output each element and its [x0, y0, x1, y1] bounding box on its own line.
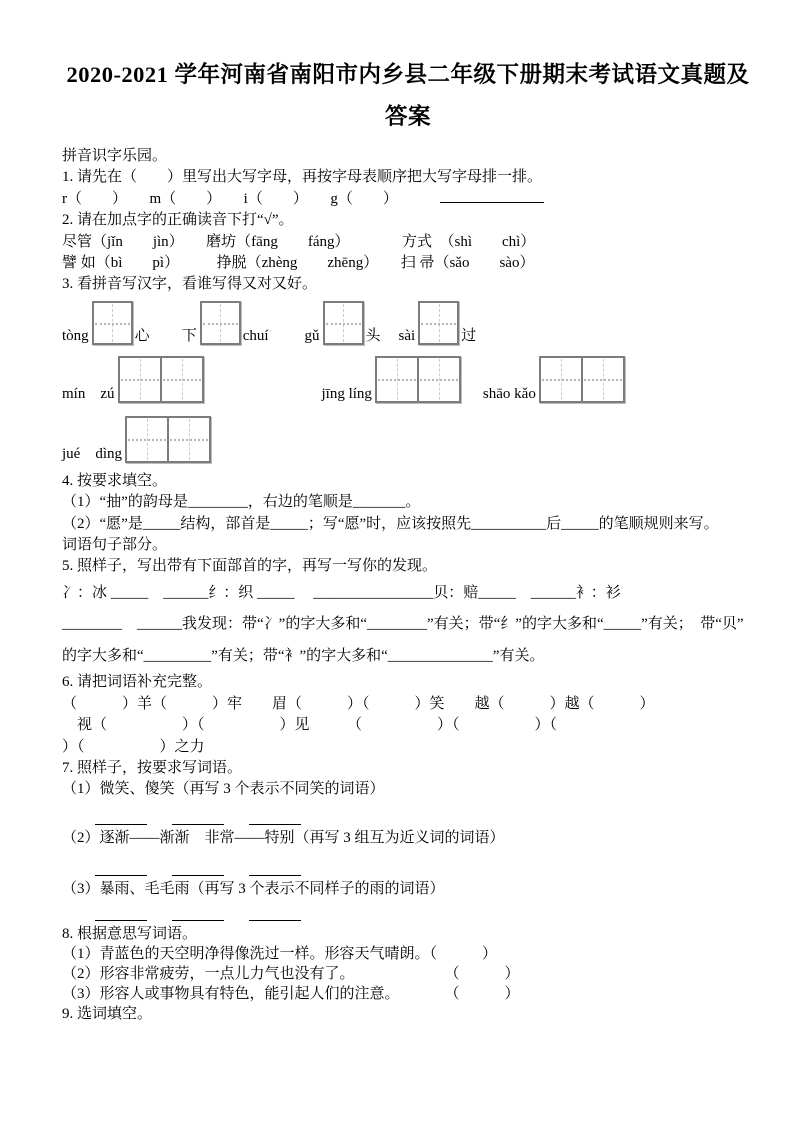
exam-title [62, 54, 754, 138]
pinyin-label: shāo kǎo [482, 385, 536, 402]
writing-grid-box [418, 301, 459, 345]
q8-item-1: （1）青蓝色的天空明净得像洗过一样。形容天气晴朗。（ ） [62, 945, 498, 962]
q7-answer-blanks-1 [95, 811, 754, 826]
q3-stem: 3. 看拼音写汉字，看谁写得又对又好。 [62, 276, 318, 293]
q8-stem: 8. 根据意思写词语。 [62, 925, 198, 942]
answer-blank-line [95, 862, 147, 876]
answer-blank-line [249, 811, 301, 825]
q7-stem: 7. 照样子，按要求写词语。 [62, 760, 243, 776]
q3-word-group [62, 356, 204, 403]
pinyin-label: tòng [62, 327, 89, 344]
q1-stem: 1. 请先在（ ）里写出大写字母，再按字母表顺序把大写字母排一排。 [62, 169, 543, 186]
answer-blank-line [172, 907, 224, 921]
q3-writing-row-2 [62, 356, 754, 403]
q4-stem: 4. 按要求填空。 [62, 472, 168, 489]
q3-writing-row-1 [62, 301, 754, 345]
q7-item-3: （3）暴雨、毛毛雨（再写 3 个表示不同样子的雨的词语） [62, 881, 445, 898]
pinyin-label: jīng líng [321, 385, 372, 402]
answer-blank-line [95, 907, 147, 921]
q5-radical-line-1: 冫：冰 _____ ______纟：织 _____ ________________贝：赔_____ ______衤：衫 [62, 584, 621, 601]
q7-item-1: （1）微笑、傻笑（再写 3 个表示不同笑的词语） [62, 781, 385, 798]
character-label: 心 [134, 327, 150, 344]
q3-word-group [322, 356, 461, 403]
character-label: 下 [181, 327, 197, 344]
writing-grid-box [92, 301, 133, 345]
q3-word-group [62, 301, 150, 345]
answer-blank-line [249, 862, 301, 876]
section-heading-pinyin: 拼音识字乐园。 [62, 148, 168, 164]
pinyin-label: sài [398, 327, 416, 344]
pinyin-label: chuí [242, 327, 269, 344]
pinyin-label: jué dìng [62, 445, 122, 462]
q3-word-group [305, 301, 381, 345]
q3-word-group [399, 301, 477, 345]
writing-grid-double-box [118, 356, 204, 403]
answer-blank-line [172, 811, 224, 825]
writing-grid-double-box [125, 416, 211, 463]
section-heading-words-sentences: 词语句子部分。 [62, 537, 168, 554]
q1-answer-blank-line [440, 189, 544, 203]
answer-blank-line [172, 862, 224, 876]
exam-title-line-2: 答案 [384, 104, 431, 129]
q6-line-3: ）（ ）之力 [62, 738, 205, 755]
q5-stem: 5. 照样子，写出带有下面部首的字，再写一写你的发现。 [62, 558, 438, 575]
q3-word-group [483, 356, 625, 403]
q8-item-2: （2）形容非常疲劳，一点儿力气也没有了。 （ ） [62, 966, 520, 983]
exam-title-line-1: 2020-2021 学年河南省南阳市内乡县二年级下册期末考试语文真题及 [66, 62, 750, 87]
q7-answer-blanks-3 [95, 907, 754, 922]
q6-stem: 6. 请把词语补充完整。 [62, 674, 213, 691]
writing-grid-double-box [539, 356, 625, 403]
q5-radical-line-2: ________ ______我发现：带“冫”的字大多和“________”有关；带“纟”的字大多和“_____”有关； 带“贝” [62, 616, 744, 633]
q1-letters-row [62, 189, 754, 210]
q2-pinyin-row-2: 譬 如（bì pì） 挣脱（zhèng zhēng） 扫 帚（sǎo sào） [62, 255, 535, 272]
pinyin-label: gǔ [304, 327, 320, 344]
q7-answer-blanks-2 [95, 862, 754, 877]
writing-grid-box [200, 301, 241, 345]
answer-blank-line [249, 907, 301, 921]
q1-letters: r（ ） m（ ） i（ ） g（ ） [62, 190, 398, 207]
writing-grid-box [323, 301, 364, 345]
q9-stem: 9. 选词填空。 [62, 1006, 153, 1023]
writing-grid-double-box [375, 356, 461, 403]
answer-blank-line [95, 811, 147, 825]
character-label: 过 [461, 327, 477, 344]
q2-pinyin-row-1: 尽管（jǐn jìn） 磨坊（fāng fáng） 方式 （shì chì） [62, 233, 536, 250]
q8-item-3: （3）形容人或事物具有特色，能引起人们的注意。 （ ） [62, 986, 520, 1003]
q4-item-1: （1）“抽”的韵母是________，右边的笔顺是_______。 [62, 494, 421, 511]
q3-word-group [182, 301, 269, 345]
q3-writing-row-3 [62, 416, 754, 463]
q7-item-2: （2）逐渐——渐渐 非常——特别（再写 3 组互为近义词的词语） [62, 829, 505, 846]
q5-radical-line-3: 的字大多和“_________”有关；带“衤”的字大多和“______________”有关。 [62, 647, 545, 664]
pinyin-label: mín zú [62, 385, 115, 402]
q2-stem: 2. 请在加点字的正确读音下打“√”。 [62, 212, 294, 229]
q3-word-group [62, 416, 211, 463]
character-label: 头 [365, 327, 381, 344]
q6-line-1: （ ）羊（ ）牢 眉（ ）（ ）笑 越（ ）越（ ） [62, 695, 655, 712]
q6-line-2: 视（ ）（ ）见 （ ）（ ）（ [62, 717, 558, 734]
q4-item-2: （2）“愿”是_____结构，部首是_____；写“愿”时，应该按照先__________后_____的笔顺规则来写。 [62, 515, 719, 532]
